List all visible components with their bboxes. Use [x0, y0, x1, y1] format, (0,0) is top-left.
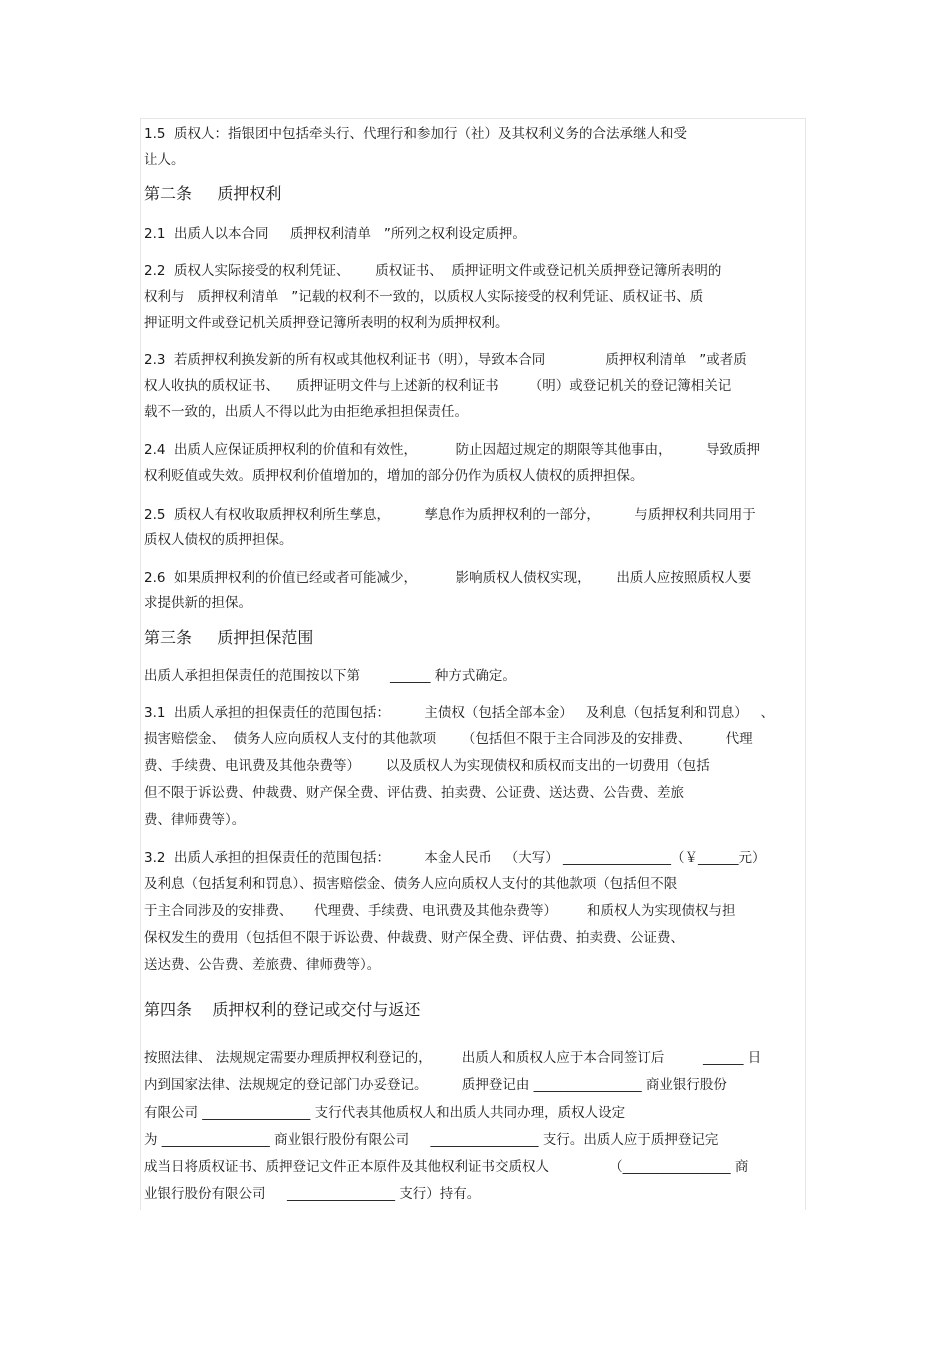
article-4-heading: 第四条 质押权利的登记或交付与返还: [144, 1000, 421, 1019]
clause-3-2-line-1: 3.2 出质人承担的担保责任的范围包括： 本金人民币 （大写） ________________（￥______元）: [144, 850, 766, 866]
clause-2-1: 2.1 出质人以本合同 质押权利清单 ”所列之权利设定质押。: [144, 226, 526, 242]
clause-2-4-line-1: 2.4 出质人应保证质押权利的价值和有效性， 防止因超过规定的期限等其他事由， 导致质押: [144, 442, 761, 458]
clause-2-4-line-2: 权利贬值或失效。质押权利价值增加的，增加的部分仍作为质权人债权的质押担保。: [144, 468, 644, 484]
clause-3-1-line-3: 费、手续费、电讯费及其他杂费等） 以及质权人为实现债权和质权而支出的一切费用（包括: [144, 758, 710, 774]
article-4-line-4: 为 ________________ 商业银行股份有限公司 ________________ 支行。出质人应于质押登记完: [144, 1132, 719, 1148]
clause-1-5-line-2: 让人。: [144, 152, 185, 168]
clause-2-6-line-2: 求提供新的担保。: [144, 595, 252, 611]
article-2-heading: 第二条 质押权利: [144, 184, 282, 203]
clause-2-3-line-3: 载不一致的，出质人不得以此为由拒绝承担担保责任。: [144, 404, 468, 420]
clause-3-2-line-2: 及利息（包括复利和罚息）、损害赔偿金、债务人应向质权人支付的其他款项（包括但不限: [144, 876, 678, 892]
article-3-intro: 出质人承担担保责任的范围按以下第 ______ 种方式确定。: [144, 668, 516, 684]
page-frame: [140, 118, 806, 1210]
clause-2-2-line-3: 押证明文件或登记机关质押登记簿所表明的权利为质押权利。: [144, 315, 509, 331]
clause-2-5-line-1: 2.5 质权人有权收取质押权利所生孳息， 孳息作为质押权利的一部分， 与质押权利共同用于: [144, 507, 756, 523]
clause-3-1-line-4: 但不限于诉讼费、仲裁费、财产保全费、评估费、拍卖费、公证费、送达费、公告费、差旅: [144, 785, 684, 801]
article-4-line-2: 内到国家法律、法规规定的登记部门办妥登记。 质押登记由 ________________ 商业银行股份: [144, 1077, 727, 1093]
clause-1-5-line-1: 1.5 质权人：指银团中包括牵头行、代理行和参加行（社）及其权利义务的合法承继人和受: [144, 126, 688, 142]
clause-2-5-line-2: 质权人债权的质押担保。: [144, 532, 293, 548]
clause-3-2-line-3: 于主合同涉及的安排费、 代理费、手续费、电讯费及其他杂费等） 和质权人为实现债权与担: [144, 903, 736, 919]
clause-2-6-line-1: 2.6 如果质押权利的价值已经或者可能减少， 影响质权人债权实现， 出质人应按照质权人要: [144, 570, 752, 586]
article-4-line-1: 按照法律、 法规规定需要办理质押权利登记的， 出质人和质权人应于本合同签订后 ______ 日: [144, 1050, 762, 1066]
clause-3-1-line-2: 损害赔偿金、 债务人应向质权人支付的其他款项 （包括但不限于主合同涉及的安排费、 代理: [144, 731, 753, 747]
clause-3-1-line-1: 3.1 出质人承担的担保责任的范围包括： 主债权（包括全部本金） 及利息（包括复利和罚息） 、: [144, 705, 775, 721]
clause-2-2-line-2: 权利与 质押权利清单 ”记载的权利不一致的，以质权人实际接受的权利凭证、质权证书、质: [144, 289, 704, 305]
clause-3-1-line-5: 费、律师费等）。: [144, 812, 246, 828]
clause-3-2-line-5: 送达费、公告费、差旅费、律师费等）。: [144, 957, 381, 973]
article-4-line-6: 业银行股份有限公司 ________________ 支行）持有。: [144, 1186, 481, 1202]
clause-2-3-line-1: 2.3 若质押权利换发新的所有权或其他权利证书（明），导致本合同 质押权利清单 ”或者质: [144, 352, 747, 368]
article-3-heading: 第三条 质押担保范围: [144, 628, 314, 647]
clause-2-2-line-1: 2.2 质权人实际接受的权利凭证、 质权证书、 质押证明文件或登记机关质押登记簿所表明的: [144, 263, 722, 279]
clause-2-3-line-2: 权人收执的质权证书、 质押证明文件与上述新的权利证书 （明）或登记机关的登记簿相关记: [144, 378, 732, 394]
article-4-line-3: 有限公司 ________________ 支行代表其他质权人和出质人共同办理，质权人设定: [144, 1105, 626, 1121]
clause-3-2-line-4: 保权发生的费用（包括但不限于诉讼费、仲裁费、财产保全费、评估费、拍卖费、公证费、: [144, 930, 684, 946]
article-4-line-5: 成当日将质权证书、质押登记文件正本原件及其他权利证书交质权人 （________________ 商: [144, 1159, 749, 1175]
